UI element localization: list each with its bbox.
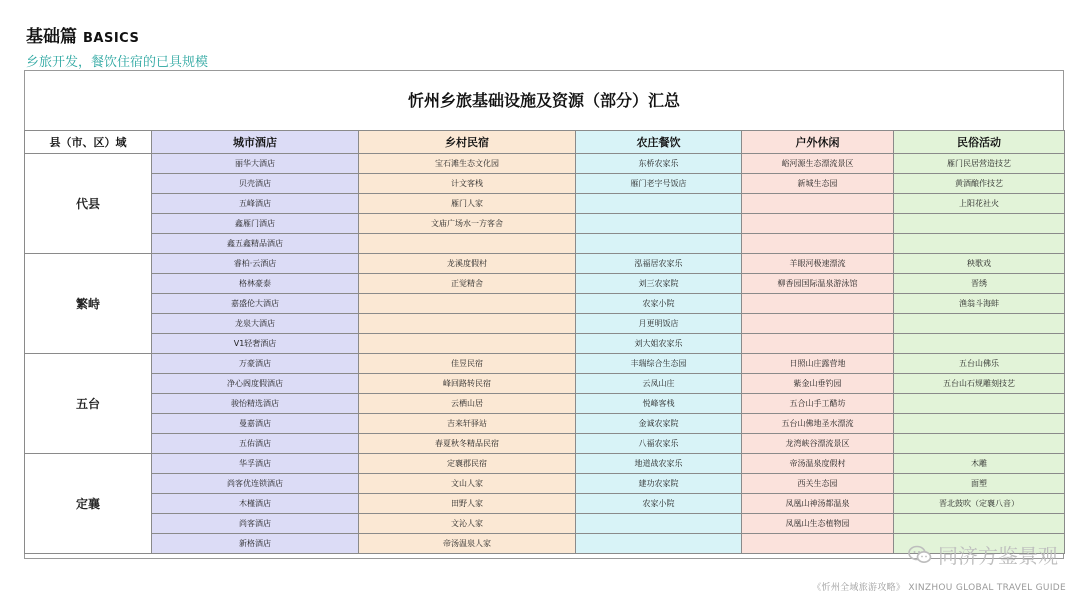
city-hotel-cell: 鑫雁门酒店: [152, 214, 359, 234]
footer-logo: [908, 540, 1058, 569]
outdoor-leisure-cell: 五台山佛地圣水漂流: [742, 414, 894, 434]
table-body: [25, 154, 1065, 554]
farm-dining-cell: 刘大姐农家乐: [576, 334, 742, 354]
county-cell: 定襄: [25, 454, 152, 554]
table-row: [25, 374, 1065, 394]
farm-dining-cell: 农家小院: [576, 494, 742, 514]
table-header-row: [25, 131, 1065, 154]
city-hotel-cell: 贝壳酒店: [152, 174, 359, 194]
farm-dining-cell: 建功农家院: [576, 474, 742, 494]
wechat-icon: [908, 545, 932, 565]
folk-activity-cell: [894, 394, 1065, 414]
column-header-city-hotel: 城市酒店: [152, 131, 359, 154]
farm-dining-cell: [576, 214, 742, 234]
facilities-table: [24, 130, 1065, 554]
outdoor-leisure-cell: 五合山手工醋坊: [742, 394, 894, 414]
rural-homestay-cell: 龙溪度假村: [359, 254, 576, 274]
table-row: [25, 154, 1065, 174]
folk-activity-cell: [894, 434, 1065, 454]
table-row: [25, 354, 1065, 374]
county-cell: 繁峙: [25, 254, 152, 354]
folk-activity-cell: [894, 314, 1065, 334]
city-hotel-cell: 格林豪泰: [152, 274, 359, 294]
rural-homestay-cell: [359, 234, 576, 254]
rural-homestay-cell: 春夏秋冬精品民宿: [359, 434, 576, 454]
table-row: [25, 214, 1065, 234]
rural-homestay-cell: 文庙广场水一方客舍: [359, 214, 576, 234]
city-hotel-cell: 净心阁度假酒店: [152, 374, 359, 394]
table-row: [25, 414, 1065, 434]
city-hotel-cell: 新格酒店: [152, 534, 359, 554]
rural-homestay-cell: 文山人家: [359, 474, 576, 494]
column-header-folk-activity: 民俗活动: [894, 131, 1065, 154]
page-title: [26, 22, 208, 47]
rural-homestay-cell: 吉来轩驿站: [359, 414, 576, 434]
county-cell: 代县: [25, 154, 152, 254]
farm-dining-cell: [576, 514, 742, 534]
outdoor-leisure-cell: 峪河源生态漂流景区: [742, 154, 894, 174]
folk-activity-cell: [894, 334, 1065, 354]
farm-dining-cell: [576, 194, 742, 214]
folk-activity-cell: [894, 514, 1065, 534]
city-hotel-cell: 嘉盛伦大酒店: [152, 294, 359, 314]
farm-dining-cell: 雁门老字号饭店: [576, 174, 742, 194]
farm-dining-cell: 金诚农家院: [576, 414, 742, 434]
city-hotel-cell: 尚客酒店: [152, 514, 359, 534]
city-hotel-cell: 华孚酒店: [152, 454, 359, 474]
folk-activity-cell: 晋北鼓吹（定襄八音）: [894, 494, 1065, 514]
page-title-en: BASICS: [83, 31, 140, 46]
folk-activity-cell: 黄酒酿作技艺: [894, 174, 1065, 194]
rural-homestay-cell: 文沁人家: [359, 514, 576, 534]
table-row: [25, 454, 1065, 474]
table-row: [25, 234, 1065, 254]
farm-dining-cell: 农家小院: [576, 294, 742, 314]
rural-homestay-cell: [359, 334, 576, 354]
farm-dining-cell: [576, 234, 742, 254]
outdoor-leisure-cell: [742, 194, 894, 214]
folk-activity-cell: 雁门民居营造技艺: [894, 154, 1065, 174]
table-row: [25, 194, 1065, 214]
city-hotel-cell: 丽华大酒店: [152, 154, 359, 174]
table-row: [25, 434, 1065, 454]
folk-activity-cell: 五台山石规雕刻技艺: [894, 374, 1065, 394]
table-row: [25, 274, 1065, 294]
outdoor-leisure-cell: [742, 294, 894, 314]
city-hotel-cell: 骏怡精选酒店: [152, 394, 359, 414]
rural-homestay-cell: 云栖山居: [359, 394, 576, 414]
folk-activity-cell: [894, 234, 1065, 254]
rural-homestay-cell: 正觉精舍: [359, 274, 576, 294]
page-header: [26, 22, 208, 70]
page-title-cn: 基础篇: [26, 27, 77, 47]
rural-homestay-cell: 计文客栈: [359, 174, 576, 194]
outdoor-leisure-cell: [742, 234, 894, 254]
table-row: [25, 394, 1065, 414]
column-header-rural-homestay: 乡村民宿: [359, 131, 576, 154]
folk-activity-cell: 秧歌戏: [894, 254, 1065, 274]
outdoor-leisure-cell: 帝汤温泉度假村: [742, 454, 894, 474]
city-hotel-cell: V1轻奢酒店: [152, 334, 359, 354]
city-hotel-cell: 龙泉大酒店: [152, 314, 359, 334]
folk-activity-cell: [894, 414, 1065, 434]
outdoor-leisure-cell: 羊眼河极速漂流: [742, 254, 894, 274]
rural-homestay-cell: 定襄郡民宿: [359, 454, 576, 474]
outdoor-leisure-cell: 紫金山垂钓园: [742, 374, 894, 394]
rural-homestay-cell: [359, 294, 576, 314]
outdoor-leisure-cell: [742, 214, 894, 234]
folk-activity-cell: 面塑: [894, 474, 1065, 494]
outdoor-leisure-cell: [742, 534, 894, 554]
folk-activity-cell: 渔翁斗海蚌: [894, 294, 1065, 314]
county-cell: 五台: [25, 354, 152, 454]
table-row: [25, 494, 1065, 514]
city-hotel-cell: 鑫五鑫精品酒店: [152, 234, 359, 254]
page-subtitle: 乡旅开发，餐饮住宿的已具规模: [26, 55, 209, 70]
farm-dining-cell: 地道战农家乐: [576, 454, 742, 474]
farm-dining-cell: 八福农家乐: [576, 434, 742, 454]
outdoor-leisure-cell: 柳香园国际温泉游泳馆: [742, 274, 894, 294]
folk-activity-cell: [894, 214, 1065, 234]
rural-homestay-cell: 宝石滩生态文化园: [359, 154, 576, 174]
footer-caption: 《忻州全域旅游攻略》 XINZHOU GLOBAL TRAVEL GUIDE: [812, 583, 1066, 593]
city-hotel-cell: 五佑酒店: [152, 434, 359, 454]
table-row: [25, 474, 1065, 494]
farm-dining-cell: 月更明饭店: [576, 314, 742, 334]
folk-activity-cell: 上阳花社火: [894, 194, 1065, 214]
folk-activity-cell: 木雕: [894, 454, 1065, 474]
farm-dining-cell: 刘三农家院: [576, 274, 742, 294]
outdoor-leisure-cell: 日照山庄露营地: [742, 354, 894, 374]
outdoor-leisure-cell: 龙湾峡谷漂流景区: [742, 434, 894, 454]
city-hotel-cell: 五峰酒店: [152, 194, 359, 214]
table-row: [25, 254, 1065, 274]
table-row: [25, 514, 1065, 534]
city-hotel-cell: 曼嘉酒店: [152, 414, 359, 434]
table-row: [25, 294, 1065, 314]
footer-logo-text: 同济方鉴景观: [938, 544, 1058, 568]
folk-activity-cell: 晋绣: [894, 274, 1065, 294]
farm-dining-cell: 悦峰客栈: [576, 394, 742, 414]
rural-homestay-cell: 帝汤温泉人家: [359, 534, 576, 554]
farm-dining-cell: 东桥农家乐: [576, 154, 742, 174]
rural-homestay-cell: [359, 314, 576, 334]
outdoor-leisure-cell: 西关生态园: [742, 474, 894, 494]
folk-activity-cell: 五台山佛乐: [894, 354, 1065, 374]
outdoor-leisure-cell: 凤凰山神汤都温泉: [742, 494, 894, 514]
table-row: [25, 334, 1065, 354]
rural-homestay-cell: 田野人家: [359, 494, 576, 514]
rural-homestay-cell: 佳昱民宿: [359, 354, 576, 374]
farm-dining-cell: 丰瑞综合生态园: [576, 354, 742, 374]
column-header-county: 县（市、区）域: [25, 131, 152, 154]
rural-homestay-cell: 雁门人家: [359, 194, 576, 214]
outdoor-leisure-cell: [742, 334, 894, 354]
city-hotel-cell: 木槿酒店: [152, 494, 359, 514]
city-hotel-cell: 尚客优连锁酒店: [152, 474, 359, 494]
table-row: [25, 314, 1065, 334]
column-header-farm-dining: 农庄餐饮: [576, 131, 742, 154]
farm-dining-cell: [576, 534, 742, 554]
outdoor-leisure-cell: 新城生态园: [742, 174, 894, 194]
column-header-outdoor-leisure: 户外休闲: [742, 131, 894, 154]
outdoor-leisure-cell: 凤凰山生态植物园: [742, 514, 894, 534]
summary-table-frame: [24, 70, 1064, 559]
city-hotel-cell: 睿柏·云酒店: [152, 254, 359, 274]
city-hotel-cell: 万豪酒店: [152, 354, 359, 374]
farm-dining-cell: 泓福居农家乐: [576, 254, 742, 274]
outdoor-leisure-cell: [742, 314, 894, 334]
farm-dining-cell: 云凤山庄: [576, 374, 742, 394]
table-row: [25, 174, 1065, 194]
rural-homestay-cell: 峰回路转民宿: [359, 374, 576, 394]
table-title: 忻州乡旅基础设施及资源（部分）汇总: [407, 91, 680, 110]
